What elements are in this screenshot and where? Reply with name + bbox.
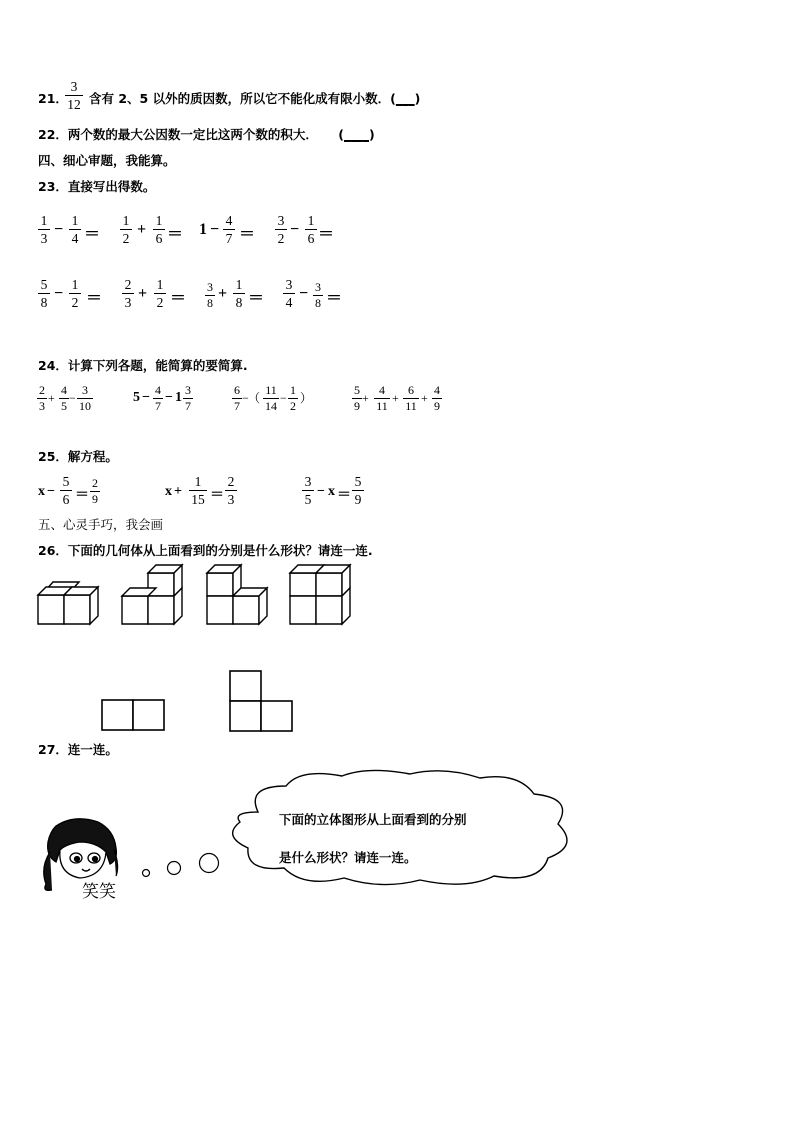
equals-sign: ＝ — [170, 290, 187, 307]
fraction: 3 5 — [302, 474, 314, 507]
denominator: 12 — [67, 97, 81, 112]
fraction: 1 2 — [120, 213, 132, 246]
fraction: 5 9 — [352, 474, 364, 507]
equals-sign: ＝ — [86, 290, 103, 307]
fraction: 2 3 — [39, 383, 45, 413]
numerator: 3 — [70, 79, 78, 94]
cloud-text-line1: 下面的立体图形从上面看到的分别 — [279, 812, 467, 827]
whole-number: 5 — [133, 390, 140, 405]
fraction: 5 8 — [38, 277, 50, 310]
equals-sign: ＝ — [167, 226, 184, 243]
cube-figure-1[interactable] — [36, 580, 102, 628]
fraction: 4 7 — [155, 383, 161, 413]
cube-figure-2[interactable] — [120, 563, 186, 629]
fraction: 1 2 — [154, 277, 166, 310]
equals-sign: ＝ — [337, 488, 351, 503]
fraction: 1 15 — [189, 474, 207, 507]
q24-heading: 24．计算下列各题，能简算的要简算. — [38, 358, 248, 373]
minus-sign: − — [69, 391, 76, 405]
minus-sign: − — [54, 221, 64, 238]
fraction: 1 6 — [153, 213, 165, 246]
q21-close-paren: ) — [414, 91, 421, 106]
q26-heading: 26．下面的几何体从上面看到的分别是什么形状？请连一连. — [38, 543, 373, 558]
equals-sign: ＝ — [318, 226, 335, 243]
plus-sign: + — [392, 391, 399, 405]
equals-sign: ＝ — [210, 488, 224, 503]
minus-sign: − — [165, 390, 173, 405]
equals-sign: ＝ — [326, 290, 343, 307]
minus-sign: − — [317, 484, 325, 499]
fraction: 5 6 — [60, 474, 72, 507]
fraction: 6 7 — [234, 383, 240, 413]
left-paren: （ — [248, 391, 261, 405]
q21-text — [89, 89, 420, 107]
minus-sign: − — [54, 285, 64, 302]
q21-answer-blank[interactable]: ___ — [395, 91, 415, 106]
whole-number: 1 — [199, 221, 207, 238]
q23-heading: 23．直接写出得数。 — [38, 179, 156, 194]
fraction: 3 4 — [283, 277, 295, 310]
section-5-heading: 五、心灵手巧，我会画 — [38, 517, 164, 532]
q27-heading: 27．连一连。 — [38, 742, 118, 757]
top-view-l-shape[interactable] — [228, 669, 294, 733]
fraction: 3 8 — [315, 280, 321, 310]
fraction: 1 3 — [38, 213, 50, 246]
plus-sign: + — [174, 484, 182, 499]
fraction: 5 9 — [354, 383, 360, 413]
fraction: 3 10 — [79, 383, 91, 413]
plus-sign: + — [138, 285, 148, 302]
plus-sign: + — [421, 391, 428, 405]
fraction: 4 5 — [61, 383, 67, 413]
fraction: 2 3 — [225, 474, 237, 507]
plus-sign: + — [218, 285, 228, 302]
fraction: 4 9 — [434, 383, 440, 413]
top-view-two-squares[interactable] — [100, 698, 166, 732]
girl-name-label: 笑笑 — [82, 882, 116, 902]
q22-answer-blank[interactable]: ____ — [343, 127, 369, 142]
plus-sign: + — [362, 391, 369, 405]
q25-heading: 25．解方程。 — [38, 449, 118, 464]
plus-sign: + — [48, 391, 55, 405]
q22-open-paren: ( — [338, 127, 344, 142]
fraction: 11 14 — [265, 383, 277, 413]
section-4-heading: 四、细心审题，我能算。 — [38, 153, 176, 168]
fraction: 4 7 — [223, 213, 235, 246]
equals-sign: ＝ — [84, 226, 101, 243]
fraction: 1 4 — [69, 213, 81, 246]
q22-statement: 22．两个数的最大公因数一定比这两个数的积大． — [38, 127, 318, 142]
q22-close-paren: ) — [368, 127, 375, 142]
minus-sign: − — [210, 221, 220, 238]
fraction: 3 7 — [185, 383, 191, 413]
q21-number: 21． — [38, 91, 68, 106]
fraction: 3 8 — [207, 280, 213, 310]
q21-statement: 含有 2、5 以外的质因数，所以它不能化成有限小数．( — [89, 91, 396, 106]
fraction: 1 6 — [305, 213, 317, 246]
equals-sign: ＝ — [248, 290, 265, 307]
q21-fraction — [65, 79, 83, 112]
cube-figure-3[interactable] — [205, 563, 271, 629]
fraction: 2 9 — [92, 476, 98, 506]
cube-figure-4[interactable] — [288, 563, 354, 629]
minus-sign: − — [47, 484, 55, 499]
variable-x: x — [328, 484, 335, 499]
variable-x: x — [165, 484, 172, 499]
cloud-text-line2: 是什么形状？请连一连。 — [279, 850, 417, 865]
minus-sign: − — [290, 221, 300, 238]
right-paren: ） — [300, 391, 313, 405]
fraction: 2 3 — [122, 277, 134, 310]
fraction: 1 8 — [233, 277, 245, 310]
equals-sign: ＝ — [239, 226, 256, 243]
thought-bubbles — [138, 848, 224, 884]
whole-number: 1 — [175, 390, 182, 405]
equals-sign: ＝ — [75, 488, 89, 503]
plus-sign: + — [137, 221, 147, 238]
fraction: 1 2 — [290, 383, 296, 413]
fraction: 4 11 — [374, 384, 390, 413]
minus-sign: − — [280, 391, 287, 405]
variable-x: x — [38, 484, 45, 499]
minus-sign: − — [242, 391, 249, 405]
fraction: 3 2 — [275, 213, 287, 246]
minus-sign: − — [299, 285, 309, 302]
cloud-shape — [218, 766, 586, 890]
fraction: 1 2 — [69, 277, 81, 310]
q22-line — [38, 125, 375, 143]
minus-sign: − — [142, 390, 150, 405]
fraction: 6 11 — [403, 384, 419, 413]
